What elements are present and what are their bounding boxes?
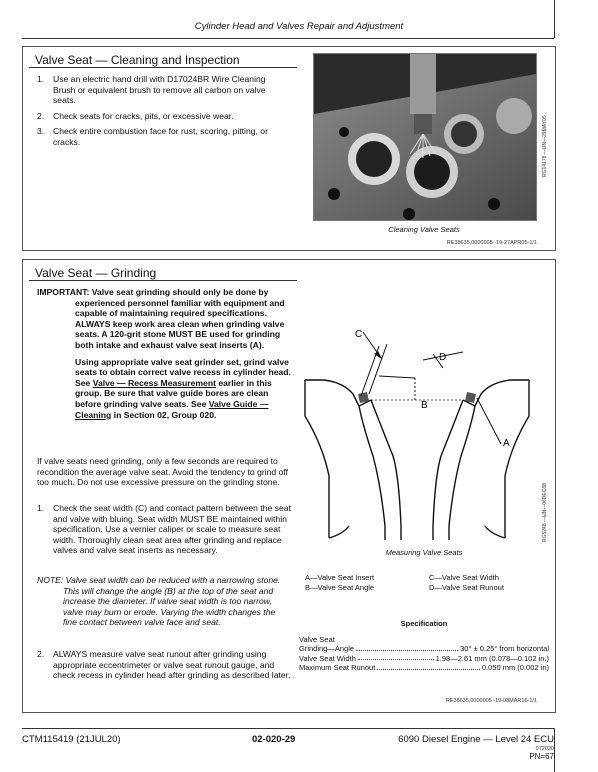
note-block: NOTE: Valve seat width can be reduced with a narrowing stone. This will change the angle (B) at the top of the seat and increase the diameter. If valve seat width is too narrow, valve may burn or erode. Varying the width changes the fine contact between valve face and seat.: [37, 575, 281, 628]
label-b: B: [421, 400, 428, 411]
reference-code: RE38635,0000005 -19-08MAR16-1/1: [445, 698, 537, 704]
link-valve-guide-cleaning[interactable]: Valve Guide — Cleaning: [75, 398, 269, 420]
section-grinding: [22, 259, 556, 713]
footer-page-number: PN=67: [529, 752, 554, 761]
label-d: D: [439, 352, 447, 363]
figure-caption: Cleaning Valve Seats: [388, 225, 460, 234]
footer-rule: [22, 728, 554, 729]
important-block: IMPORTANT: Valve seat grinding should only be done by experienced personnel familiar with equipment and capable of maintaining required specifications. ALWAYS keep work area clean when grinding valve seats. A 120-grit stone MUST BE used for grinding both intake and exhaust valve seat inserts (A). Using appropriate valve seat grinder set, grind valve seats to obtain correct valve recess in cylinder head. See Valve — Recess Measurement earlier in this group. Be sure that valve guide bores are clean before grinding valve seats. See Valve Guide — Cleaning in Section 02, Group 020.: [37, 287, 291, 420]
section-title: Valve Seat — Grinding: [35, 266, 157, 280]
spec-row: Valve Seat Width 1.98—2.61 mm (0.078—0.102 in.): [299, 653, 549, 663]
page-header-title: Cylinder Head and Valves Repair and Adjustment: [194, 21, 404, 32]
footer-tiny-code: 072020: [535, 746, 554, 752]
spec-row: Grinding—Angle 30° ± 0.25° from horizontal: [299, 644, 549, 653]
label-c: C: [355, 329, 363, 340]
figure-caption: Measuring Valve Seats: [385, 548, 463, 557]
measuring-valve-seats-diagram: [303, 326, 533, 546]
list-item: 1. Check the seat width (C) and contact pattern between the seat and valve with bluing. Seat width MUST BE maintained within specification. Use a vernier caliper or scale to measure seat width. Thoroughly clean seat area after grinding and replace valves and valve seat inserts as necessary.: [37, 503, 291, 556]
cleaning-steps: [37, 74, 289, 153]
section-title: Valve Seat — Cleaning and Inspection: [35, 53, 240, 67]
legend-item: D—Valve Seat Runout: [429, 582, 504, 592]
legend-item: B—Valve Seat Angle: [305, 582, 375, 592]
figure-id: RG14178 —UN—29MAY05: [542, 115, 548, 177]
header-rule: [22, 38, 554, 39]
spec-row: Maximum Seat Runout 0.050 mm (0.002 in): [299, 663, 549, 672]
list-item: 1. Use an electric hand drill with D17024BR Wire Cleaning Brush or equivalent brush to remove all carbon on valve seats.: [37, 74, 266, 106]
header-right-rule: [554, 0, 555, 38]
specification-table: [299, 619, 549, 673]
title-rule: [29, 67, 297, 68]
section-cleaning-inspection: [22, 46, 556, 251]
label-a: A: [503, 438, 510, 449]
spec-title: Specification: [400, 619, 448, 628]
link-valve-recess[interactable]: Valve — Recess Measurement: [92, 377, 216, 388]
figure-id: RG5248 —UN—06DEC88: [542, 483, 548, 542]
list-item: 2. Check seats for cracks, pits, or excessive wear.: [37, 110, 234, 121]
list-item: 3. Check entire combustion face for rust, scoring, pitting, or cracks.: [37, 126, 268, 147]
reference-code: RE38635,0000005 -19-27APR05-1/1: [446, 240, 537, 246]
footer-right-rule: [554, 728, 555, 772]
legend-item: A—Valve Seat Insert: [305, 573, 375, 582]
spec-group: Valve Seat: [299, 634, 335, 644]
legend-left: [305, 573, 420, 592]
legend-right: [429, 573, 544, 592]
legend-item: C—Valve Seat Width: [429, 573, 499, 582]
list-item: 2. ALWAYS measure valve seat runout after grinding using appropriate eccentrimeter or valve seat runout gauge, and check recess in cylinder head after grinding as described later.: [37, 649, 291, 681]
footer-engine: 6090 Diesel Engine — Level 24 ECU: [398, 734, 554, 745]
cleaning-photo: [313, 53, 537, 221]
footer-page-ref: 02-020-29: [252, 734, 296, 745]
footer-doc-id: CTM115419 (21JUL20): [22, 734, 121, 745]
grinding-intro: If valve seats need grinding, only a few seconds are required to recondition the average valve seat. Avoid the tendency to grind off too much. Do not use excessive pressure on the grinding stone.: [37, 456, 288, 488]
grinding-step-2: [37, 649, 291, 686]
grinding-step-1: [37, 503, 291, 561]
title-rule: [29, 280, 297, 281]
